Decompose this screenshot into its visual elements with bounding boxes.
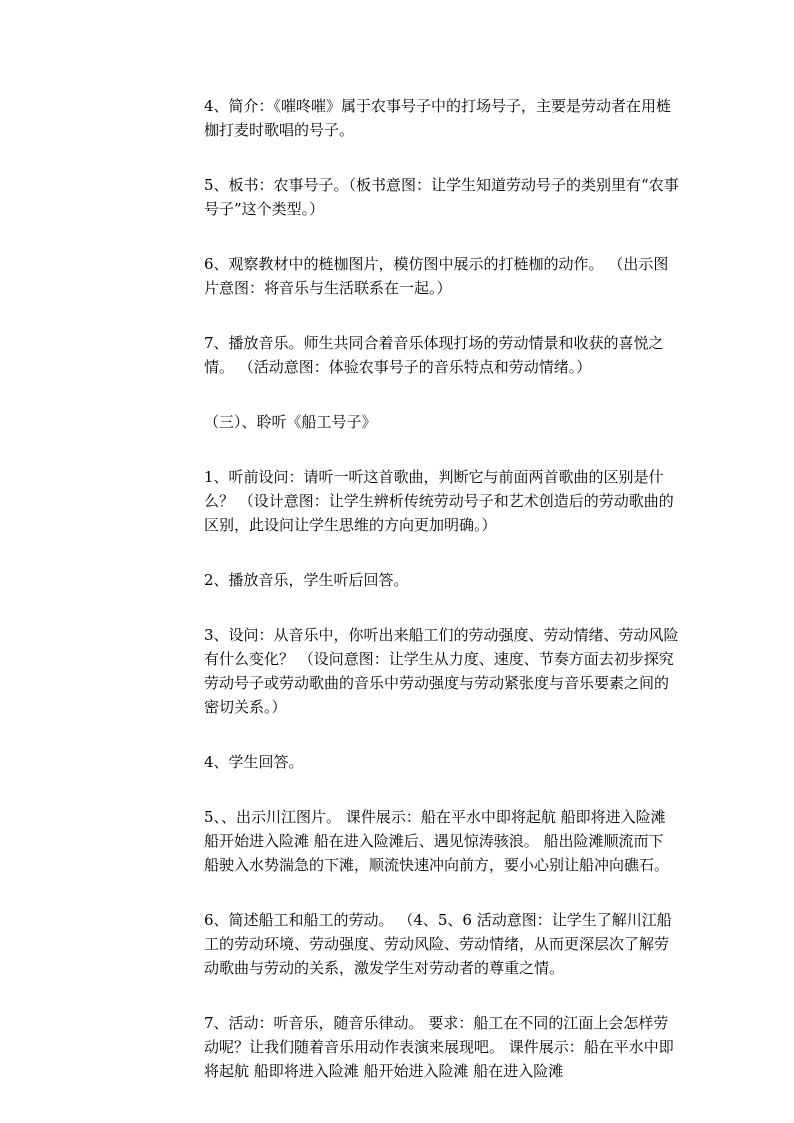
paragraph-describe: 6、简述船工和船工的劳动。 （4、5、6 活动意图：让学生了解川江船工的劳动环境、劳动强度、劳动风险、劳动情绪，从而更深层次了解劳动歌曲与劳动的关系，激发学生对劳动者的尊重之情。: [204, 911, 672, 977]
paragraph-question: 3、设问：从音乐中，你听出来船工们的劳动强度、劳动情绪、劳动风险有什么变化？ （设问意图：让学生从力度、速度、节奏方面去初步探究劳动号子或劳动歌曲的音乐中劳动强度与劳动紧张度与音乐要素之间的密切关系。）: [204, 626, 679, 716]
paragraph-play-music: 7、播放音乐。师生共同合着音乐体现打场的劳动情景和收获的喜悦之情。 （活动意图：体验农事号子的音乐特点和劳动情绪。）: [204, 334, 664, 376]
paragraph-play-answer: 2、播放音乐，学生听后回答。: [204, 571, 409, 589]
paragraph-intro: 4、简介：《嗺咚嗺》属于农事号子中的打场号子，主要是劳动者在用梿枷打麦时歌唱的号子。: [204, 97, 672, 139]
paragraph-activity: 7、活动：听音乐，随音乐律动。 要求：船工在不同的江面上会怎样劳动呢？让我们随着音乐用动作表演来展现吧。 课件展示：船在平水中即将起航 船即将进入险滩 船开始进入险滩 船在进入险滩: [204, 1014, 674, 1080]
paragraph-student-answer: 4、学生回答。: [204, 753, 304, 771]
paragraph-observe-picture: 6、观察教材中的梿枷图片，模仿图中展示的打梿枷的动作。 （出示图片意图：将音乐与生活联系在一起。）: [204, 255, 669, 297]
document-page: [204, 94, 682, 1114]
paragraph-pre-question: 1、听前设问：请听一听这首歌曲，判断它与前面两首歌曲的区别是什么？ （设计意图：让学生辨析传统劳动号子和艺术创造后的劳动歌曲的区别，此设问让学生思维的方向更加明确。）: [204, 468, 674, 534]
paragraph-show-picture: 5、、出示川江图片。 课件展示：船在平水中即将起航 船即将进入险滩 船开始进入险滩 船在进入险滩后、遇见惊涛骇浪。 船出险滩顺流而下 船驶入水势湍急的下滩，顺流快速冲向前方，要小心别让船冲向礁石。: [204, 808, 671, 874]
section-heading: （三）、聆听《船工号子》: [204, 413, 377, 431]
paragraph-blackboard: 5、板书：农事号子。（板书意图：让学生知道劳动号子的类别里有“农事号子”这个类型。）: [204, 176, 679, 218]
